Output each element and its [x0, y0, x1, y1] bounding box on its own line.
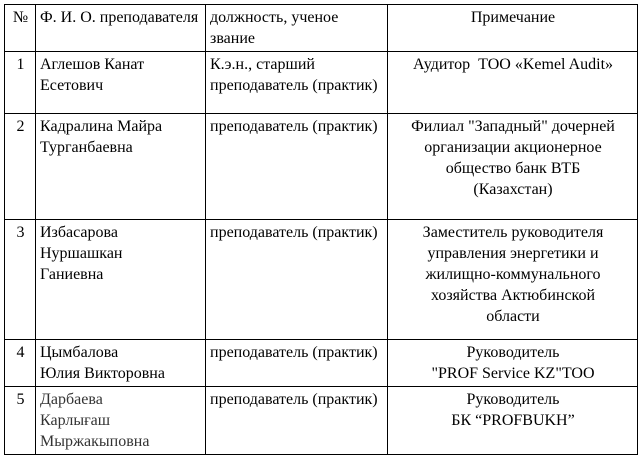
header-position: должность, ученое звание — [206, 5, 388, 52]
name-line: Избасарова — [40, 224, 118, 241]
name-line: Цымбалова — [40, 344, 119, 361]
note-line: хозяйства Актюбинской — [430, 287, 596, 304]
row-note — [388, 114, 638, 220]
header-name: Ф. И. О. преподавателя — [36, 5, 206, 52]
name-line: Есетович — [40, 77, 104, 94]
row-num: 3 — [5, 220, 36, 340]
table-header-row — [5, 5, 638, 52]
row-num: 2 — [5, 114, 36, 220]
name-line: Аглешов Канат — [40, 56, 145, 73]
row-num: 5 — [5, 387, 36, 455]
name-line: Турганбаевна — [40, 139, 133, 156]
header-note: Примечание — [388, 5, 638, 52]
row-name — [36, 114, 206, 220]
name-line: Кадралина Майра — [40, 118, 163, 135]
row-position: преподаватель (практик) — [206, 220, 388, 340]
note-line: Руководитель — [466, 344, 560, 361]
note-line: области — [486, 308, 540, 325]
note-line: Филиал "Западный" дочерней — [411, 118, 615, 135]
row-position: преподаватель (практик) — [206, 387, 388, 455]
row-name — [36, 387, 206, 455]
table-row — [5, 52, 638, 114]
note-line: Руководитель — [466, 391, 560, 408]
table-row — [5, 220, 638, 340]
row-note — [388, 220, 638, 340]
row-note — [388, 52, 638, 114]
header-num: № — [5, 5, 36, 52]
note-line: Аудитор ТОО «Kemel Audit» — [412, 56, 614, 73]
table-row — [5, 387, 638, 455]
row-name — [36, 52, 206, 114]
note-line: жилищно-коммунального — [425, 266, 601, 283]
row-num: 1 — [5, 52, 36, 114]
row-name — [36, 340, 206, 387]
name-line: Карлығаш — [40, 412, 111, 429]
name-line: Юлия Викторовна — [40, 365, 165, 382]
staff-table — [4, 4, 638, 455]
name-line: Ганиевна — [40, 266, 104, 283]
note-line: Заместитель руководителя — [422, 224, 604, 241]
name-line: Дарбаева — [40, 391, 103, 408]
note-line: "PROF Service KZ"ТОО — [431, 365, 595, 382]
row-note — [388, 387, 638, 455]
row-position: К.э.н., старший преподаватель (практик) — [206, 52, 388, 114]
row-name — [36, 220, 206, 340]
row-position: преподаватель (практик) — [206, 114, 388, 220]
note-line: общество банк ВТБ — [445, 160, 581, 177]
row-position: преподаватель (практик) — [206, 340, 388, 387]
name-line: Нуршашкан — [40, 245, 123, 262]
note-line: организации акционерное — [424, 139, 602, 156]
table-row — [5, 114, 638, 220]
row-note — [388, 340, 638, 387]
note-line: БК “PROFBUKH” — [451, 412, 575, 429]
name-line: Мыржакыповна — [40, 433, 150, 450]
note-line: управления энергетики и — [427, 245, 599, 262]
table-row — [5, 340, 638, 387]
note-line: (Казахстан) — [473, 181, 553, 198]
row-num: 4 — [5, 340, 36, 387]
